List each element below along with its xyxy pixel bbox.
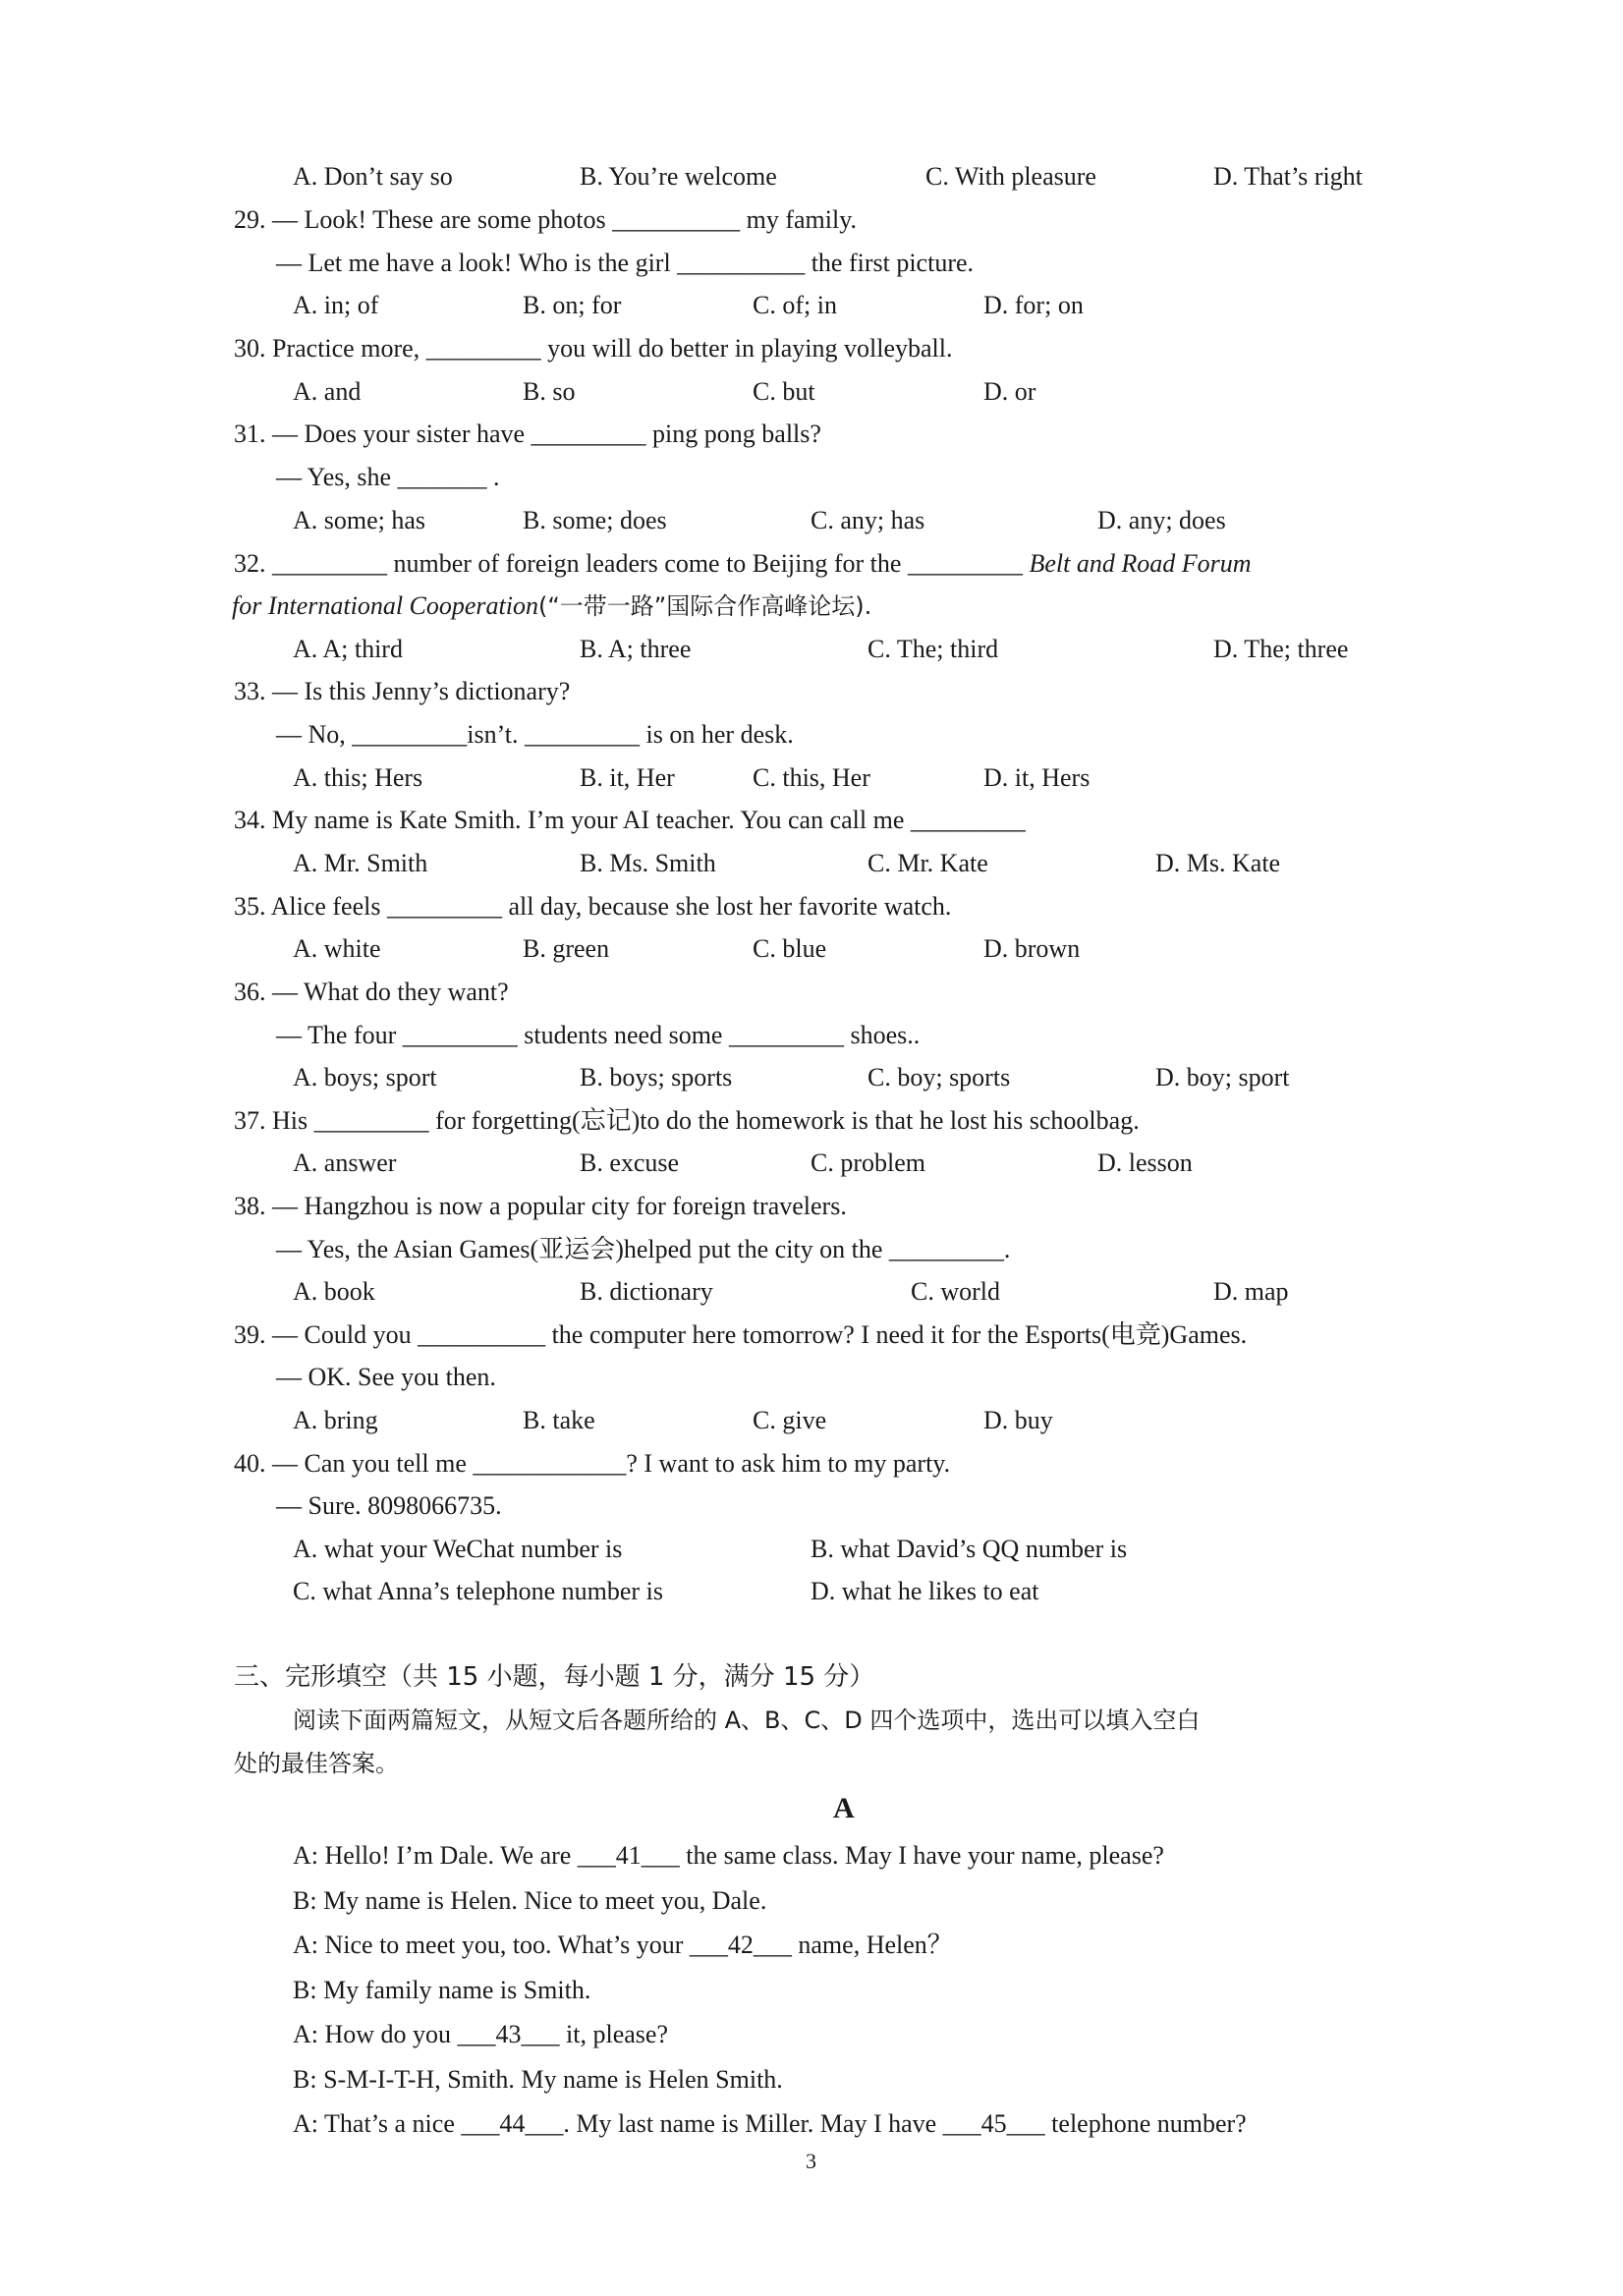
q31-option-d: D. any; does [1097,506,1226,534]
q30-option-d: D. or [983,377,1036,406]
q32-forum-name: Belt and Road Forum [1029,549,1252,578]
q33-question: 33. — Is this Jenny’s dictionary? [234,677,571,705]
dialogue-line: B: My family name is Smith. [293,1976,591,2004]
q34-question: 34. My name is Kate Smith. I’m your AI teacher. You can call me _________ [234,806,1026,834]
section-instructions-line2: 处的最佳答案。 [234,1750,399,1777]
q37-option-b: B. excuse [580,1148,680,1177]
q38-question: 38. — Hangzhou is now a popular city for foreign travelers. [234,1192,847,1220]
q39-question: 39. — Could you __________ the computer here tomorrow? I need it for the Esports(电竞)Games. [234,1320,1248,1349]
q37-option-c: C. problem [811,1148,925,1177]
q38-option-c: C. world [911,1277,1000,1306]
q38-reply: — Yes, the Asian Games(亚运会)helped put the city on the _________. [276,1235,1011,1263]
q29-reply: — Let me have a look! Who is the girl __________ the first picture. [276,249,975,277]
q40-option-a: A. what your WeChat number is [293,1535,623,1563]
q35-option-a: A. white [293,934,381,963]
q31-option-c: C. any; has [811,506,925,534]
q28-option-b: B. You’re welcome [580,162,777,191]
dialogue-line: B: S-M-I-T-H, Smith. My name is Helen Smith. [293,2065,783,2094]
q32-option-a: A. A; third [293,635,403,663]
q30-option-c: C. but [753,377,815,406]
q35-question: 35. Alice feels _________ all day, because she lost her favorite watch. [234,892,952,921]
q33-option-c: C. this, Her [753,763,870,792]
q29-question: 29. — Look! These are some photos __________ my family. [234,205,858,234]
q38-option-b: B. dictionary [580,1277,713,1306]
q32-forum-name-cont: for International Cooperation [232,591,538,620]
q32-option-b: B. A; three [580,635,692,663]
dialogue-line: A: Nice to meet you, too. What’s your ___42___ name, Helen？ [293,1931,953,1959]
q40-reply: — Sure. 8098066735. [276,1491,502,1520]
dialogue-line: A: That’s a nice ___44___. My last name is Miller. May I have ___45___ telephone number? [293,2109,1247,2138]
q40-option-b: B. what David’s QQ number is [811,1535,1128,1563]
q33-option-a: A. this; Hers [293,763,423,792]
q29-option-c: C. of; in [753,291,837,319]
q39-option-b: B. take [523,1406,595,1434]
q36-question: 36. — What do they want? [234,978,509,1006]
section-instructions-line1: 阅读下面两篇短文，从短文后各题所给的 A、B、C、D 四个选项中，选出可以填入空白 [293,1707,1201,1734]
q35-option-b: B. green [523,934,610,963]
q39-option-d: D. buy [983,1406,1053,1434]
q35-option-c: C. blue [753,934,827,963]
q30-option-b: B. so [523,377,576,406]
q35-option-d: D. brown [983,934,1081,963]
q34-option-b: B. Ms. Smith [580,849,716,877]
q40-option-d: D. what he likes to eat [811,1577,1039,1605]
q36-option-b: B. boys; sports [580,1063,733,1092]
q36-reply: — The four _________ students need some _________ shoes.. [276,1021,921,1049]
q31-option-b: B. some; does [523,506,667,534]
q30-question: 30. Practice more, _________ you will do better in playing volleyball. [234,334,953,363]
q39-reply: — OK. See you then. [276,1363,496,1391]
section-title: 三、完形填空（共 15 小题，每小题 1 分，满分 15 分） [234,1662,875,1692]
q36-option-c: C. boy; sports [867,1063,1011,1092]
q39-option-a: A. bring [293,1406,378,1434]
q29-option-d: D. for; on [983,291,1084,319]
q32-option-d: D. The; three [1213,635,1349,663]
q31-option-a: A. some; has [293,506,426,534]
q32-question-line2 [232,589,871,623]
q37-option-d: D. lesson [1097,1148,1193,1177]
q33-option-b: B. it, Her [580,763,675,792]
q31-question: 31. — Does your sister have _________ ping pong balls? [234,420,821,448]
q34-option-c: C. Mr. Kate [867,849,988,877]
dialogue-line: A: How do you ___43___ it, please? [293,2020,669,2048]
q33-reply: — No, _________isn’t. _________ is on her desk. [276,720,794,749]
q28-option-a: A. Don’t say so [293,162,453,191]
q38-option-a: A. book [293,1277,375,1306]
q40-question: 40. — Can you tell me ____________? I want to ask him to my party. [234,1449,951,1478]
q28-option-c: C. With pleasure [925,162,1096,191]
page-number: 3 [806,2149,816,2173]
q36-option-a: A. boys; sport [293,1063,437,1092]
q31-reply: — Yes, she _______ . [276,463,500,491]
q32-chinese-gloss: (“一带一路”国际合作高峰论坛). [538,592,872,620]
q33-option-d: D. it, Hers [983,763,1091,792]
q40-option-c: C. what Anna’s telephone number is [293,1577,663,1605]
q29-option-a: A. in; of [293,291,379,319]
dialogue-line: B: My name is Helen. Nice to meet you, Dale. [293,1886,767,1915]
q37-question: 37. His _________ for forgetting(忘记)to do the homework is that he lost his schoolbag. [234,1106,1140,1135]
q36-option-d: D. boy; sport [1155,1063,1290,1092]
q34-option-a: A. Mr. Smith [293,849,428,877]
q30-option-a: A. and [293,377,362,406]
q29-option-b: B. on; for [523,291,622,319]
q28-option-d: D. That’s right [1213,162,1363,191]
q37-option-a: A. answer [293,1148,397,1177]
q39-option-c: C. give [753,1406,827,1434]
q34-option-d: D. Ms. Kate [1155,849,1281,877]
q38-option-d: D. map [1213,1277,1289,1306]
q32-option-c: C. The; third [867,635,999,663]
passage-label: A [833,1792,855,1824]
q32-text: 32. _________ number of foreign leaders come to Beijing for the _________ [234,549,1023,578]
dialogue-line: A: Hello! I’m Dale. We are ___41___ the same class. May I have your name, please? [293,1841,1164,1870]
q32-question-line1 [234,547,1251,581]
